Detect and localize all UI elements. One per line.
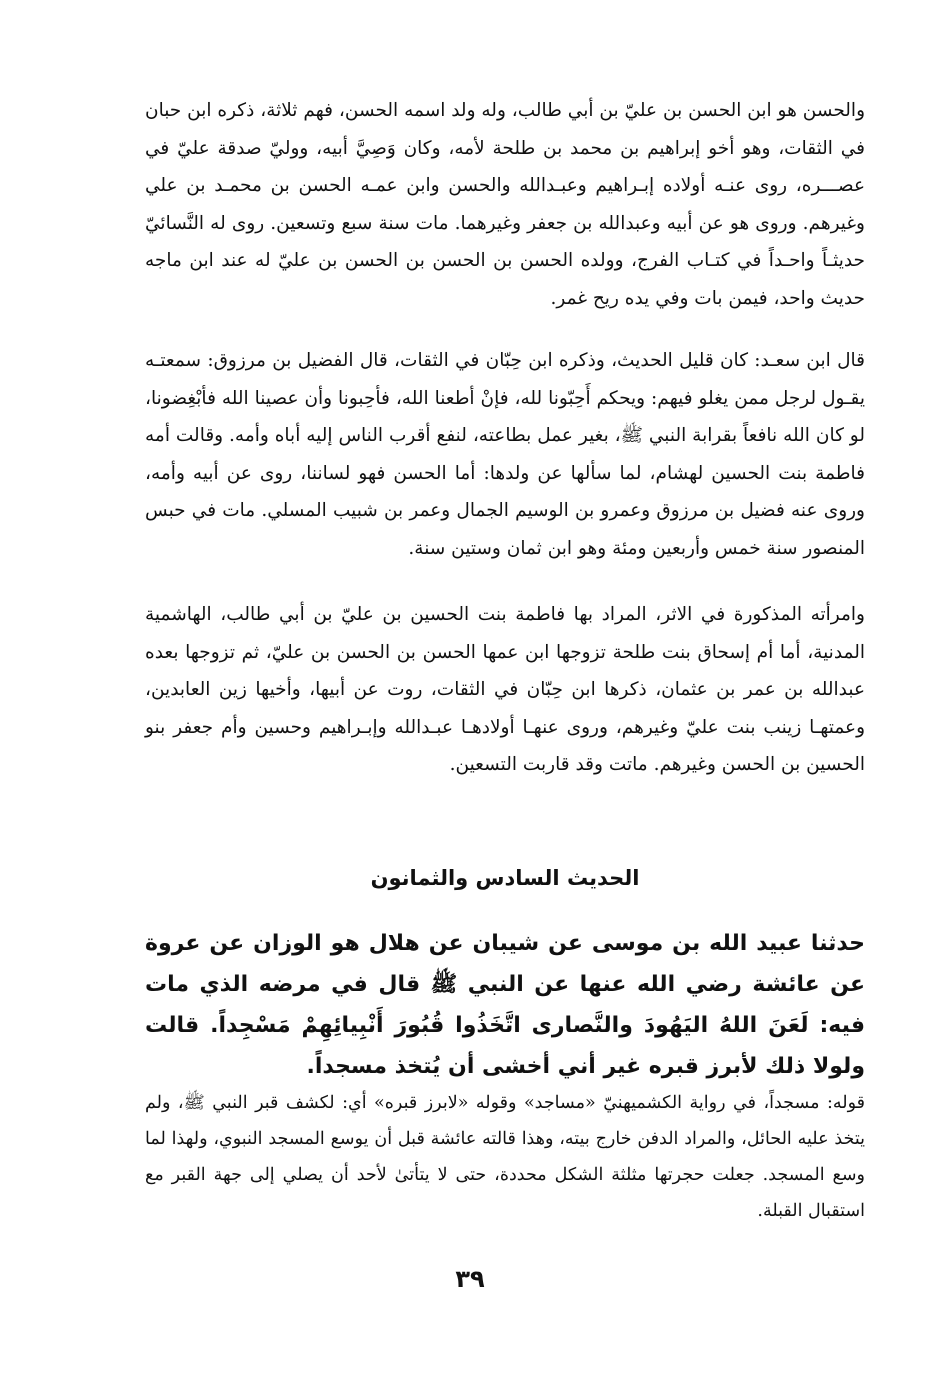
commentary-paragraph-2: قال ابن سعـد: كان قليل الحديث، وذكره ابن حِبّان في الثقات، قال الفضيل بن مرزوق: سمعتـه يقـول لرجل ممن يغلو فيهم: ويحكم أَحِبّونا لله، فإنْ أطعنا الله، فأحِبونا وأن عصينا الله فأبْغِضونا، لو كان الله نافعاً بقرابة النبي ﷺ، بغير عمل بطاعته، لنفع أقرب الناس إليه أباه وأمه. وقالت أمه فاطمة بنت الحسين لهشام، لما سألها عن ولدها: أما الحسن فهو لساننا، روى عن أبيه وأمه، وروى عنه فضيل بن مرزوق وعمرو بن الوسيم الجمال وعمر بن شبيب المسلي. مات في حبس المنصور سنة خمس وأربعين ومئة وهو ابن ثمان وستين سنة. [145,350,865,559]
commentary-paragraph-1: والحسن هو ابن الحسن بن عليّ بن أبي طالب، وله ولد اسمه الحسن، فهم ثلاثة، ذكره ابن حبان في الثقات، وهو أخو إبراهيم بن محمد بن طلحة لأمه، وكان وَصِيَّ أبيه، ووليّ صدقة عليّ في عصـــره، روى عنـه أولاده إبـراهيم وعبـدالله والحسن وابن عمـه الحسن بن محمـد بن علي وغيرهم. وروى هو عن أبيه وعبدالله بن جعفر وغيرهما. مات سنة سبع وتسعين. روى له النَّسائيّ حديثـاً واحـداً في كتـاب الفرج، وولده الحسن بن الحسن بن الحسن بن عليّ له عند ابن ماجه حديث واحد، فيمن بات وفي يده ريح غمر. [145,100,865,309]
commentary-paragraph-3: وامرأته المذكورة في الاثر، المراد بها فاطمة بنت الحسين بن عليّ بن أبي طالب، الهاشمية المدنية، أما أم إسحاق بنت طلحة تزوجها ابن عمها الحسن بن الحسن بن عليّ، ثم تزوجها بعده عبدالله بن عمر بن عثمان، ذكرها ابن حِبّان في الثقات، روت عن أبيها، وأخيها زين العابدين، وعمتهـا زينب بنت عليّ وغيرهم، وروى عنهـا أولادهـا عبـدالله وإبـراهيم وحسين وأم جعفر بنو الحسين بن الحسن وغيرهم. ماتت وقد قاربت التسعين. [145,604,865,775]
hadith-text: حدثنا عبيد الله بن موسى عن شيبان عن هلال هو الوزان عن عروة عن عائشة رضي الله عنها عن النبي ﷺ قال في مرضه الذي مات فيه: لَعَنَ اللهُ اليَهُودَ والنَّصارى اتَّخَذُوا قُبُورَ أَنْبِيائِهِمْ مَسْجِداً. قالت ولولا ذلك لأبرز قبره غير أني أخشى أن يُتخذ مسجداً. [145,931,865,1079]
section-heading: الحديث السادس والثمانون [370,866,640,890]
page-number: ٣٩ [455,1265,485,1293]
commentary-paragraph-4: قوله: مسجداً، في رواية الكشميهنيّ «مساجد» وقوله «لابرز قبره» أي: لكشف قبر النبي ﷺ، ولم يتخذ عليه الحائل، والمراد الدفن خارج بيته، وهذا قالته عائشة قبل أن يوسع المسجد النبوي، ولهذا لما وسع المسجد. جعلت حجرتها مثلثة الشكل محددة، حتى لا يتأتىٰ لأحد أن يصلي إلى جهة القبر مع استقبال القبلة. [145,1093,865,1221]
